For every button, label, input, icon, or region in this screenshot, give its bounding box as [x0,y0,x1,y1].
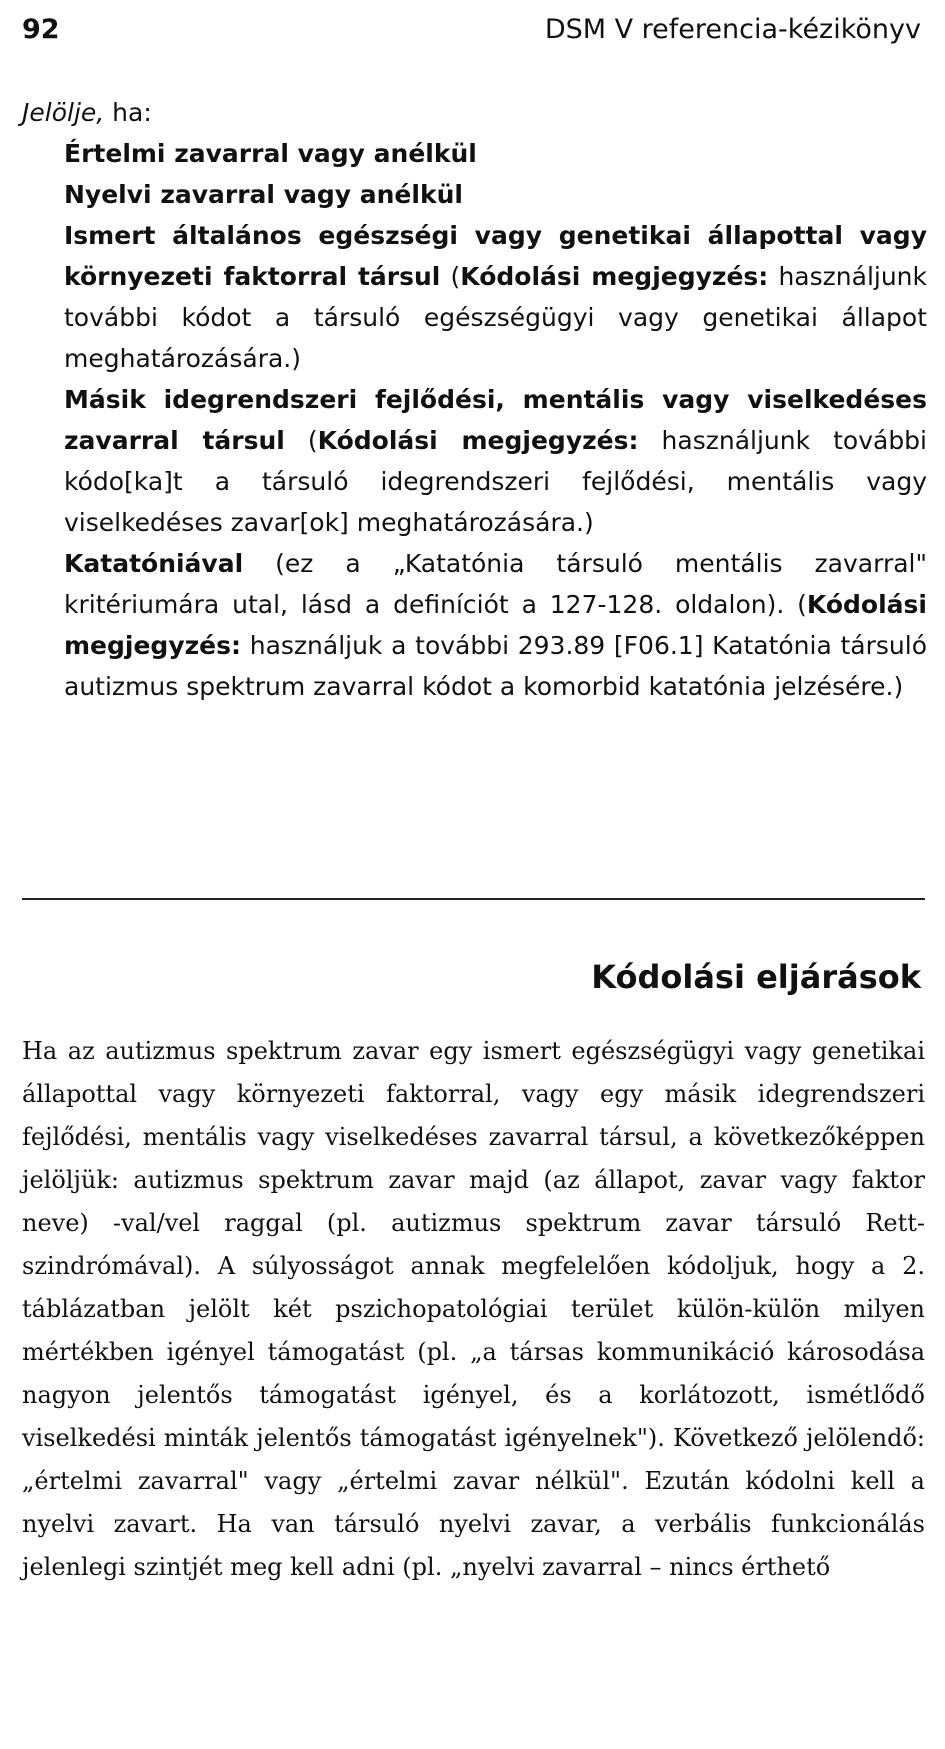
specifier-block [22,92,927,707]
section-body-paragraph: Ha az autizmus spektrum zavar egy ismert egészségügyi vagy genetikai állapottal vagy környezeti faktorral, vagy egy másik idegrendszeri fejlődési, mentális vagy viselkedéses zavarral társul, a következőképpen jelöljük: autizmus spektrum zavar majd (az állapot, zavar vagy faktor neve) -val/vel raggal (pl. autizmus spektrum zavar társuló Rett-szindrómával). A súlyosságot annak megfelelően kódoljuk, hogy a 2. táblázatban jelölt két pszichopatológiai terület külön-külön milyen mértékben igényel támogatást (pl. „a társas kommunikáció károsodása nagyon jelentős támogatást igényel, és a korlátozott, ismétlődő viselkedési minták jelentős támogatást igényelnek"). Következő jelölendő: „értelmi zavarral" vagy „értelmi zavar nélkül". Ezután kódolni kell a nyelvi zavart. Ha van társuló nyelvi zavar, a verbális funkcionálás jelenlegi szintjét meg kell adni (pl. „nyelvi zavarral – nincs érthető [22,1037,925,1581]
coding-note-text: használjuk a további 293.89 [F06.1] Katatónia társuló autizmus spektrum zavarral kódot a komorbid katatónia jelzésére.) [64,631,927,701]
specifier-term: Nyelvi zavarral vagy anélkül [64,180,463,209]
page-header [22,14,921,54]
coding-note-label: Kódolási megjegyzés: [460,262,769,291]
specifier-text: ( [284,426,318,455]
specifier-intro-rest: ha: [104,98,152,127]
page-number: 92 [22,14,60,45]
specifier-item [64,174,927,215]
running-title: DSM V referencia-kézikönyv [544,14,921,45]
specifier-item [64,543,927,707]
specifier-intro-italic: Jelölje, [22,98,105,127]
specifier-term: Értelmi zavarral vagy anélkül [64,139,477,168]
specifier-text: ( [440,262,461,291]
section-title: Kódolási eljárások [591,958,921,996]
section-divider [22,898,925,900]
coding-note-text: használjunk további kódot a társuló egészségügyi vagy genetikai állapot meghatározására.) [64,262,927,373]
specifier-text: (ez a „Katatónia társuló mentális zavarral" kritériumára utal, lásd a definíciót a 127-128. oldalon). ( [64,549,927,619]
coding-note-label: Kódolási megjegyzés: [64,590,927,660]
specifier-intro [22,92,927,133]
specifier-item [64,215,927,379]
specifier-item [64,379,927,543]
specifier-term: Katatóniával [64,549,244,578]
specifier-term: Ismert általános egészségi vagy genetikai állapottal vagy környezeti faktorral társul [64,221,927,291]
specifier-term: Másik idegrendszeri fejlődési, mentális vagy viselkedéses zavarral társul [64,385,927,455]
specifier-list [22,133,927,707]
coding-note-text: használjunk további kódo[ka]t a társuló idegrendszeri fejlődési, mentális vagy viselkedéses zavar[ok] meghatározására.) [64,426,927,537]
coding-note-label: Kódolási megjegyzés: [317,426,639,455]
specifier-item [64,133,927,174]
